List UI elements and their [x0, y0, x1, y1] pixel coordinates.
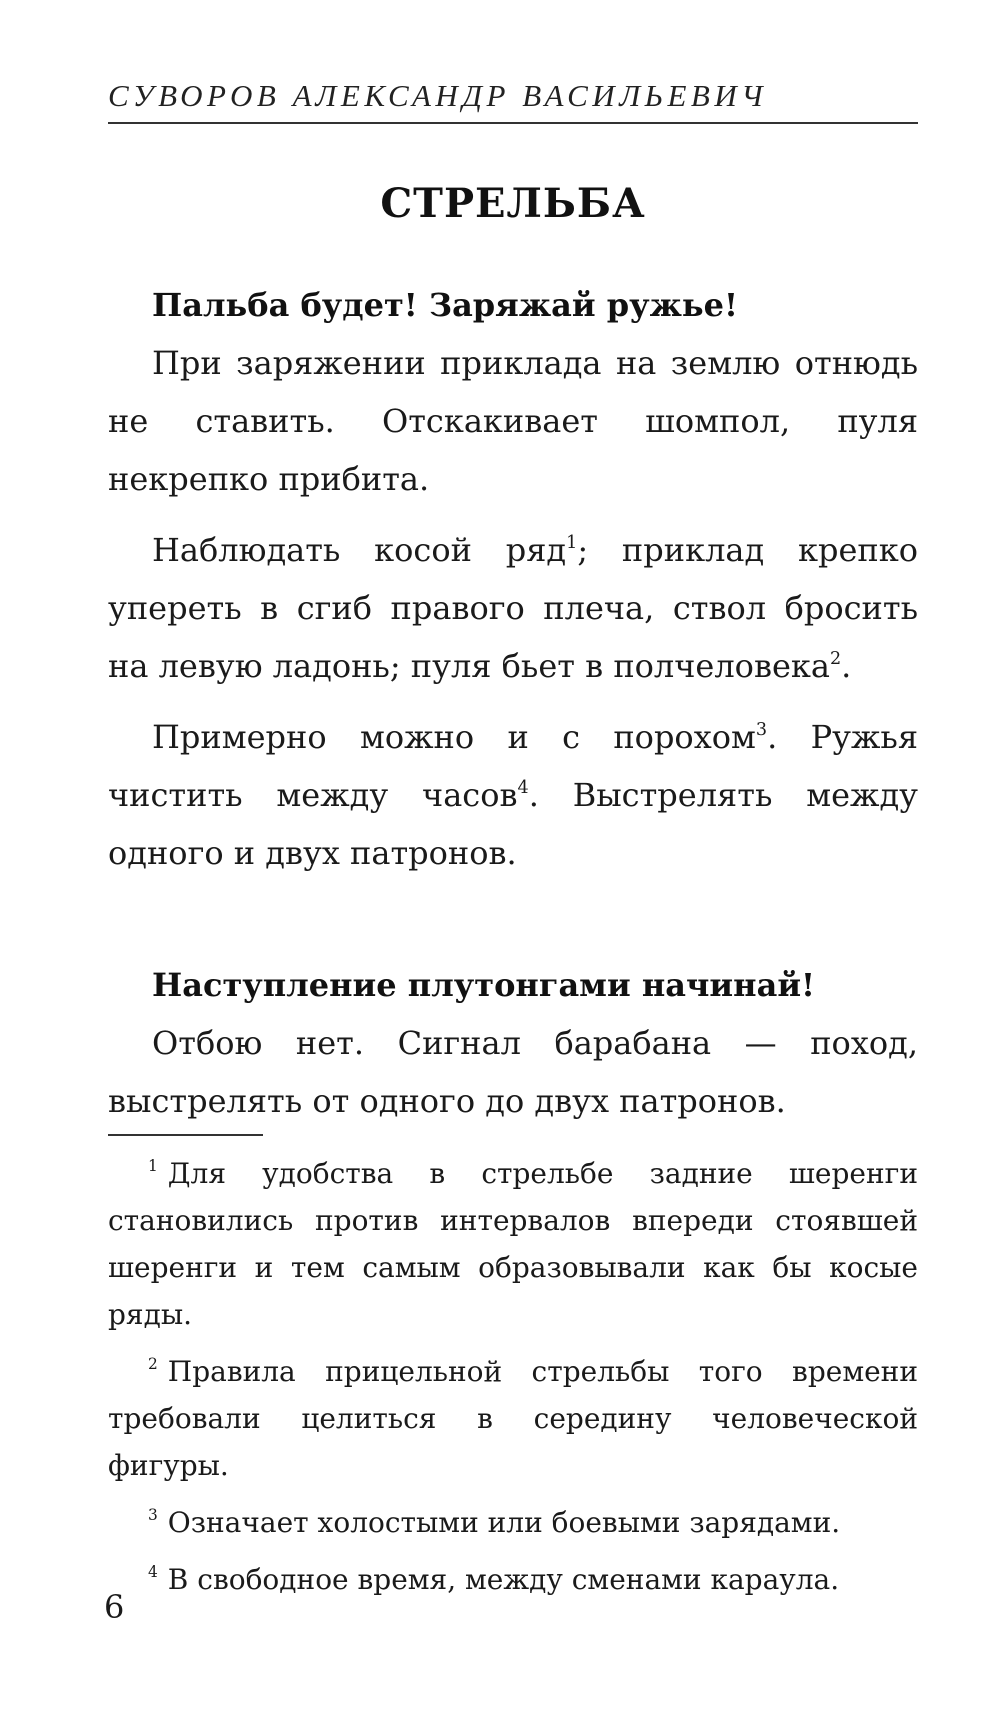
footnote-ref[interactable]: 4 — [517, 777, 529, 798]
section-2 — [108, 956, 918, 1143]
paragraph-text: При заряжении приклада на землю отнюдь не ставить. Отскакивает шомпол, пуля некрепко прибита. — [108, 344, 918, 498]
section-heading: Наступление плутонгами начинай! — [152, 966, 816, 1004]
header-rule — [108, 122, 918, 124]
footnote-text: Означает холостыми или боевыми зарядами. — [167, 1506, 841, 1539]
footnote-ref[interactable]: 3 — [755, 719, 768, 740]
footnote — [108, 1348, 918, 1489]
footnote-text: В свободное время, между сменами караула. — [167, 1563, 840, 1596]
page-number: 6 — [104, 1588, 125, 1626]
body-paragraph — [108, 1014, 918, 1130]
footnotes — [108, 1150, 918, 1613]
footnote-mark: 1 — [148, 1157, 158, 1176]
body-paragraph — [108, 708, 918, 882]
paragraph-text: Примерно можно и с порохом — [152, 718, 756, 756]
footnote — [108, 1499, 918, 1546]
footnote-ref[interactable]: 1 — [566, 532, 578, 553]
footnote-mark: 4 — [148, 1563, 158, 1582]
paragraph-text: Отбою нет. Сигнал барабана — поход, выстрелять от одного до двух патронов. — [108, 1024, 918, 1120]
paragraph-text: . Выстрелять между одного и двух патронов. — [108, 776, 919, 872]
section-heading: Пальба будет! Заряжай ружье! — [152, 286, 739, 324]
footnote-mark: 2 — [148, 1355, 158, 1374]
footnote-mark: 3 — [148, 1506, 158, 1525]
footnote-text: Для удобства в стрельбе задние шеренги становились против интервалов впереди стоявшей шеренги и тем самым образовывали как бы косые ряды. — [108, 1157, 918, 1331]
paragraph-text: Наблюдать косой ряд — [152, 531, 567, 569]
section-1 — [108, 276, 918, 895]
paragraph-text: . — [841, 647, 852, 685]
chapter-title: СТРЕЛЬБА — [380, 180, 646, 227]
body-paragraph — [108, 334, 918, 508]
running-header: СУВОРОВ АЛЕКСАНДР ВАСИЛЬЕВИЧ — [108, 78, 768, 113]
paragraph-text: ; приклад крепко упереть в сгиб правого плеча, ствол бросить на левую ладонь; пуля бьет в полчеловека — [108, 531, 918, 685]
footnote — [108, 1150, 918, 1338]
footnote — [108, 1556, 918, 1603]
footnote-text: Правила прицельной стрельбы того времени требовали целиться в середину человеческой фигуры. — [108, 1355, 918, 1482]
footnote-rule — [108, 1134, 263, 1136]
footnote-ref[interactable]: 2 — [829, 648, 842, 669]
paragraph-text: . Ружья чистить между часов — [108, 718, 919, 814]
body-paragraph — [108, 521, 918, 695]
